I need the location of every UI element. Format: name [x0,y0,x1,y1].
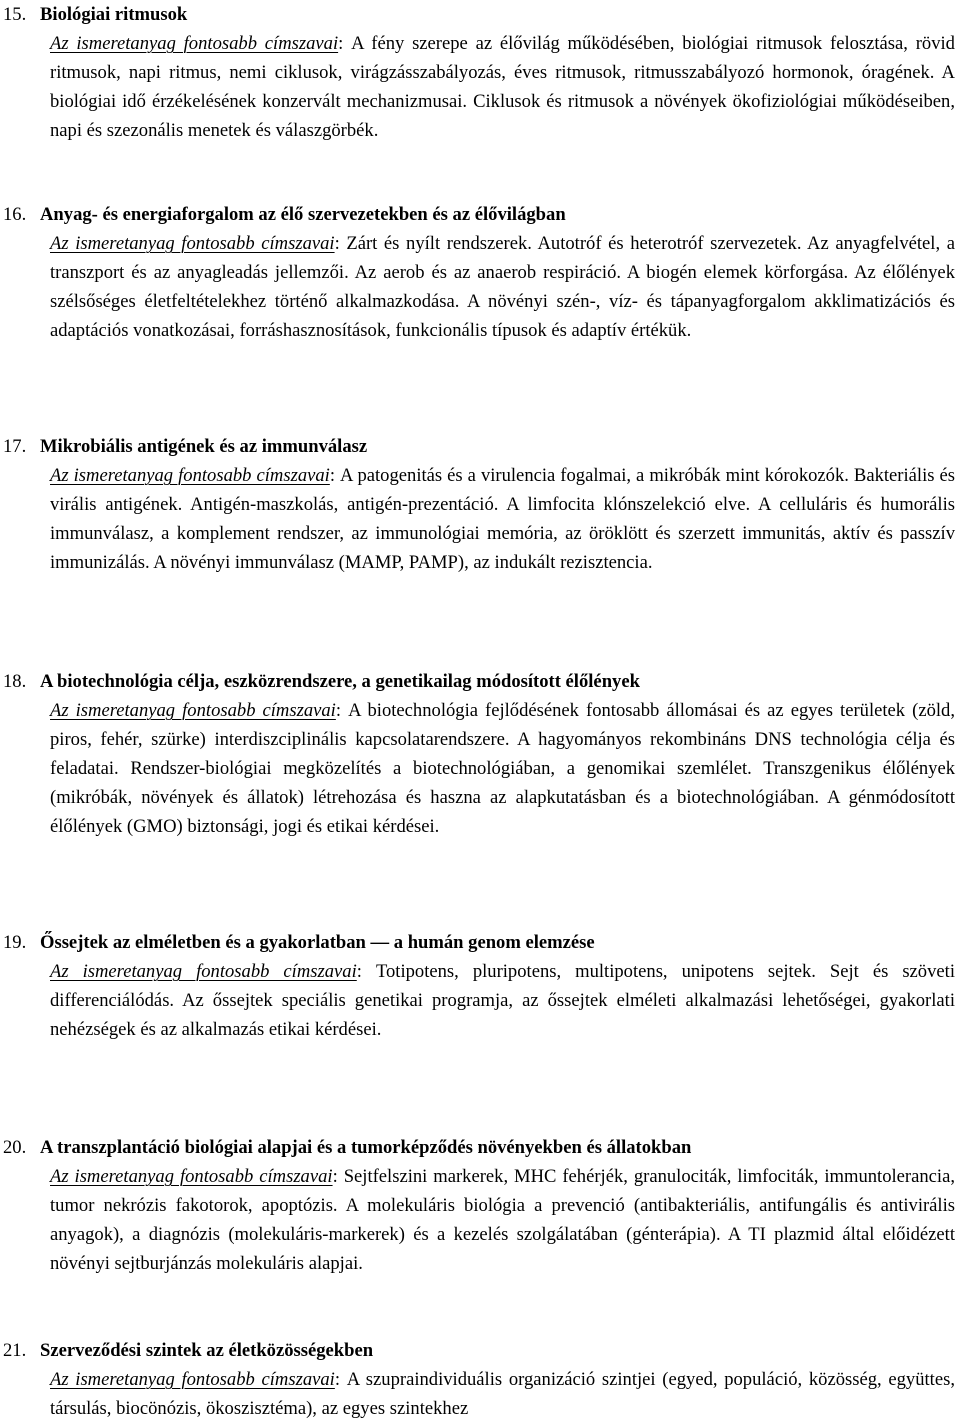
section-text: A fény szerepe az élővilág működésében, biológiai ritmusok felosztása, rövid ritmusok, napi ritmus, nemi ciklusok, virágzásszabályozás, éves ritmusok, ritmusszabályozó hormonok, óragének. A biológiai idő érzékelésének konzervált mechanizmusai. Ciklusok és ritmusok a növények ökofiziológiai működéseiben, napi és szezonális menetek és válaszgörbék. [50,33,955,141]
section-number: 15. [3,4,27,25]
section-title: Biológiai ritmusok [40,4,188,25]
keyword-label: Az ismeretanyag fontosabb címszavai [50,1166,333,1187]
section-title: Mikrobiális antigének és az immunválasz [40,436,368,457]
section-text: A patogenitás és a virulencia fogalmai, a mikróbák mint kórokozók. Bakteriális és virális antigének. Antigén-maszkolás, antigén-prezentáció. A limfocita klónszelekció elve. A celluláris és humorális immunválasz, a komplement rendszer, az immunológiai memória, az öröklött és szerzett immunitás, aktív és passzív immunizálás. A növényi immunválasz (MAMP, PAMP), az indukált rezisztencia. [50,465,955,573]
section-text: Sejtfelszini markerek, MHC fehérjék, granulociták, limfociták, immuntolerancia, tumor nekrózis fakotorok, apoptózis. A molekuláris biológia a prevenció (antibakteriális, antifungális és antivirális anyagok), a diagnózis (molekuláris-markerek) és a kezelés szolgálatában (génterápia). A TI plazmid által előidézett növényi sejtburjánzás molekuláris alapjai. [50,1166,955,1274]
section-number: 20. [3,1137,27,1158]
section-16 [0,200,960,345]
section-19 [0,928,960,1044]
section-number: 21. [3,1340,27,1361]
section-17 [0,432,960,577]
section-heading [0,928,960,957]
section-text: A biotechnológia fejlődésének fontosabb állomásai és az egyes területek (zöld, piros, fehér, szürke) interdiszciplinális kapcsolatarendszere. A hagyományos rekombináns DNS technológia célja és feladatai. Rendszer-biológiai megközelítés a biotechnológiában, a genomikai szemlélet. Transzgenikus élőlények (mikróbák, növények és állatok) létrehozása és haszna az alapkutatásban és a biotechnológiában. A génmódosított élőlények (GMO) biztonsági, jogi és etikai kérdései. [50,700,955,837]
section-body: Az ismeretanyag fontosabb címszavai: A biotechnológia fejlődésének fontosabb állomásai és az egyes területek (zöld, piros, fehér, szürke) interdiszciplinális kapcsolatarendszere. A hagyományos rekombináns DNS technológia célja és feladatai. Rendszer-biológiai megközelítés a biotechnológiában, a genomikai szemlélet. Transzgenikus élőlények (mikróbák, növények és állatok) létrehozása és haszna az alapkutatásban és a biotechnológiában. A génmódosított élőlények (GMO) biztonsági, jogi és etikai kérdései. [50,700,955,837]
section-heading [0,0,960,29]
section-body: Az ismeretanyag fontosabb címszavai: Zárt és nyílt rendszerek. Autotróf és heterotróf szervezetek. Az anyagfelvétel, a transzport és az anyagleadás jellemzői. Az aerob és az anaerob respiráció. A biogén elemek körforgása. Az élőlények szélsőséges életfeltételekhez történő alkalmazkodása. A növényi szén-, víz- és tápanyagforgalom akklimatizációs és adaptációs vonatkozásai, forráshasznosítások, funkcionális típusok és adaptív értékük. [50,233,955,341]
section-title: Anyag- és energiaforgalom az élő szervezetekben és az élővilágban [40,204,566,225]
section-text: Zárt és nyílt rendszerek. Autotróf és heterotróf szervezetek. Az anyagfelvétel, a transzport és az anyagleadás jellemzői. Az aerob és az anaerob respiráció. A biogén elemek körforgása. Az élőlények szélsőséges életfeltételekhez történő alkalmazkodása. A növényi szén-, víz- és tápanyagforgalom akklimatizációs és adaptációs vonatkozásai, forráshasznosítások, funkcionális típusok és adaptív értékük. [50,233,955,341]
keyword-label: Az ismeretanyag fontosabb címszavai [50,1369,335,1390]
keyword-label: Az ismeretanyag fontosabb címszavai [50,33,339,54]
section-title: A transzplantáció biológiai alapjai és a tumorképződés növényekben és állatokban [40,1137,692,1158]
keyword-label: Az ismeretanyag fontosabb címszavai [50,961,357,982]
section-text: Totipotens, pluripotens, multipotens, unipotens sejtek. Sejt és szöveti differenciálódás. Az őssejtek speciális genetikai programja, az őssejtek elméleti alkalmazási lehetőségei, gyakorlati nehézségek és az alkalmazás etikai kérdései. [50,961,955,1040]
section-number: 16. [3,204,27,225]
section-title: Szerveződési szintek az életközösségekben [40,1340,374,1361]
section-heading [0,667,960,696]
keyword-label: Az ismeretanyag fontosabb címszavai [50,465,330,486]
section-number: 19. [3,932,27,953]
section-15 [0,0,960,145]
section-heading [0,432,960,461]
section-body: Az ismeretanyag fontosabb címszavai: Sejtfelszini markerek, MHC fehérjék, granulociták, limfociták, immuntolerancia, tumor nekrózis fakotorok, apoptózis. A molekuláris biológia a prevenció (antibakteriális, antifungális és antivirális anyagok), a diagnózis (molekuláris-markerek) és a kezelés szolgálatában (génterápia). A TI plazmid által előidézett növényi sejtburjánzás molekuláris alapjai. [50,1166,955,1274]
section-heading [0,1336,960,1365]
section-21 [0,1336,960,1423]
section-body: Az ismeretanyag fontosabb címszavai: A patogenitás és a virulencia fogalmai, a mikróbák mint kórokozók. Bakteriális és virális antigének. Antigén-maszkolás, antigén-prezentáció. A limfocita klónszelekció elve. A celluláris és humorális immunválasz, a komplement rendszer, az immunológiai memória, az öröklött és szerzett immunitás, aktív és passzív immunizálás. A növényi immunválasz (MAMP, PAMP), az indukált rezisztencia. [50,465,955,573]
section-number: 18. [3,671,27,692]
section-18 [0,667,960,841]
section-heading [0,200,960,229]
keyword-label: Az ismeretanyag fontosabb címszavai [50,233,335,254]
section-20 [0,1133,960,1278]
section-number: 17. [3,436,27,457]
section-body: Az ismeretanyag fontosabb címszavai: A szupraindividuális organizáció szintjei (egyed, populáció, közösség, együttes, társulás, biocönózis, ökoszisztéma), az egyes szintekhez [50,1369,955,1419]
section-title: A biotechnológia célja, eszközrendszere, a genetikailag módosított élőlények [40,671,640,692]
section-body: Az ismeretanyag fontosabb címszavai: Totipotens, pluripotens, multipotens, unipotens sejtek. Sejt és szöveti differenciálódás. Az őssejtek speciális genetikai programja, az őssejtek elméleti alkalmazási lehetőségei, gyakorlati nehézségek és az alkalmazás etikai kérdései. [50,961,955,1040]
section-text: A szupraindividuális organizáció szintjei (egyed, populáció, közösség, együttes, társulás, biocönózis, ökoszisztéma), az egyes szintekhez [50,1369,955,1419]
section-heading [0,1133,960,1162]
keyword-label: Az ismeretanyag fontosabb címszavai [50,700,336,721]
section-title: Őssejtek az elméletben és a gyakorlatban — a humán genom elemzése [40,932,595,953]
section-body: Az ismeretanyag fontosabb címszavai: A fény szerepe az élővilág működésében, biológiai ritmusok felosztása, rövid ritmusok, napi ritmus, nemi ciklusok, virágzásszabályozás, éves ritmusok, ritmusszabályozó hormonok, óragének. A biológiai idő érzékelésének konzervált mechanizmusai. Ciklusok és ritmusok a növények ökofiziológiai működéseiben, napi és szezonális menetek és válaszgörbék. [50,33,955,141]
